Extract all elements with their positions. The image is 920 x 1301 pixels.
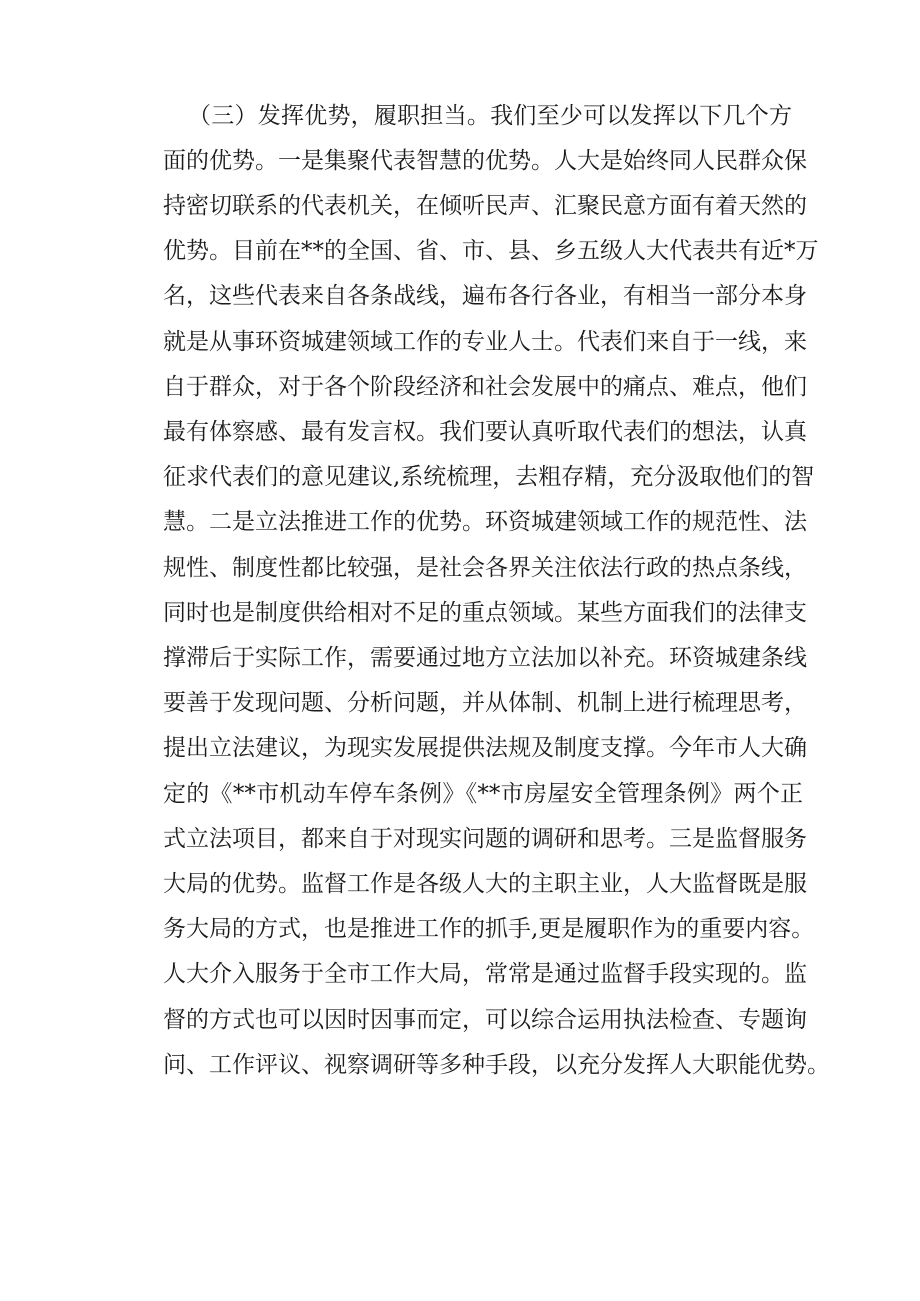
paragraph-line-12: 同时也是制度供给相对不足的重点领域。某些方面我们的法律支 — [163, 600, 807, 626]
paragraph-line-21: 督的方式也可以因时因事而定，可以综合运用执法检查、专题询 — [163, 1007, 807, 1033]
paragraph-line-6: 就是从事环资城建领域工作的专业人士。代表们来自于一线，来 — [163, 329, 807, 355]
paragraph-line-14: 要善于发现问题、分析问题，并从体制、机制上进行梳理思考， — [163, 690, 807, 716]
paragraph-line-13: 撑滞后于实际工作，需要通过地方立法加以补充。环资城建条线 — [163, 645, 807, 671]
paragraph-line-18: 大局的优势。监督工作是各级人大的主职主业，人大监督既是服 — [163, 871, 807, 897]
paragraph-line-16: 定的《**市机动车停车条例》《**市房屋安全管理条例》两个正 — [163, 781, 803, 807]
paragraph-line-22: 问、工作评议、视察调研等多种手段，以充分发挥人大职能优势。 — [163, 1052, 830, 1078]
paragraph-line-17: 式立法项目，都来自于对现实问题的调研和思考。三是监督服务 — [163, 826, 807, 852]
paragraph-line-19: 务大局的方式，也是推进工作的抓手,更是履职作为的重要内容。 — [163, 916, 815, 942]
paragraph-line-1: （三）发挥优势，履职担当。我们至少可以发挥以下几个方 — [188, 103, 792, 129]
paragraph-line-11: 规性、制度性都比较强，是社会各界关注依法行政的热点条线， — [163, 555, 807, 581]
paragraph-line-2: 面的优势。一是集聚代表智慧的优势。人大是始终同人民群众保 — [163, 148, 807, 174]
paragraph-line-5: 名，这些代表来自各条战线，遍布各行各业，有相当一部分本身 — [163, 283, 807, 309]
paragraph-line-20: 人大介入服务于全市工作大局，常常是通过监督手段实现的。监 — [163, 961, 807, 987]
paragraph-line-15: 提出立法建议，为现实发展提供法规及制度支撑。今年市人大确 — [163, 735, 807, 761]
paragraph-line-4: 优势。目前在**的全国、省、市、县、乡五级人大代表共有近*万 — [163, 238, 819, 264]
paragraph-line-9: 征求代表们的意见建议,系统梳理，去粗存精，充分汲取他们的智 — [163, 464, 815, 490]
paragraph-line-10: 慧。二是立法推进工作的优势。环资城建领域工作的规范性、法 — [163, 509, 807, 535]
paragraph-line-8: 最有体察感、最有发言权。我们要认真听取代表们的想法，认真 — [163, 419, 807, 445]
paragraph-line-7: 自于群众，对于各个阶段经济和社会发展中的痛点、难点，他们 — [163, 374, 807, 400]
paragraph-line-3: 持密切联系的代表机关，在倾听民声、汇聚民意方面有着天然的 — [163, 193, 807, 219]
